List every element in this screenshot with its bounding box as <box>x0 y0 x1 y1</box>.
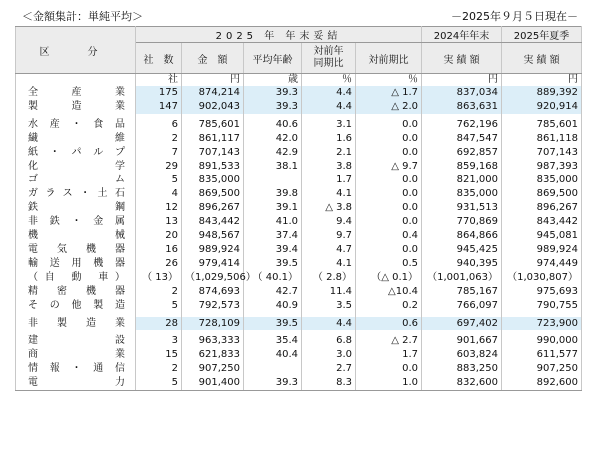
vs-prev-cell: 0.0 <box>356 118 422 132</box>
header-2024: 2024年年末 <box>422 27 502 43</box>
row-label: 商 業 <box>16 348 136 362</box>
summer-cell: 892,600 <box>502 376 582 390</box>
unit-cell: 円 <box>502 74 582 87</box>
table-row <box>16 257 582 271</box>
table-row <box>16 362 582 376</box>
summer-cell: 861,118 <box>502 132 582 146</box>
companies-cell: 16 <box>136 243 182 257</box>
header-summer-sub: 実 績 額 <box>502 43 582 74</box>
header-group-2025: 2025 年 年末妥結 <box>136 27 422 43</box>
row-label: 機 械 <box>16 229 136 243</box>
header-amount: 金 額 <box>182 43 244 74</box>
summer-cell: 990,000 <box>502 334 582 348</box>
avg-age-cell <box>244 362 302 376</box>
header-yoy: 対前年 同期比 <box>302 43 356 74</box>
yoy-cell: 1.6 <box>302 132 356 146</box>
avg-age-cell: 39.5 <box>244 257 302 271</box>
table-row <box>16 299 582 313</box>
2024-cell: 770,869 <box>422 215 502 229</box>
amount-cell: 989,924 <box>182 243 244 257</box>
unit-cell: 円 <box>422 74 502 87</box>
table-row <box>16 317 582 331</box>
yoy-cell: 8.3 <box>302 376 356 390</box>
2024-cell: 883,250 <box>422 362 502 376</box>
companies-cell: 20 <box>136 229 182 243</box>
companies-cell: 28 <box>136 317 182 331</box>
table-row <box>16 146 582 160</box>
2024-cell: 697,402 <box>422 317 502 331</box>
amount-cell: 861,117 <box>182 132 244 146</box>
companies-cell: 5 <box>136 173 182 187</box>
amount-cell: 874,214 <box>182 86 244 100</box>
avg-age-cell: 42.7 <box>244 285 302 299</box>
companies-cell: 5 <box>136 376 182 390</box>
yoy-cell: 3.0 <box>302 348 356 362</box>
companies-cell: 4 <box>136 187 182 201</box>
companies-cell: 12 <box>136 201 182 215</box>
companies-cell: 2 <box>136 362 182 376</box>
summer-cell: 989,924 <box>502 243 582 257</box>
yoy-cell: 2.7 <box>302 362 356 376</box>
avg-age-cell: 40.9 <box>244 299 302 313</box>
unit-row <box>16 74 582 87</box>
unit-cell: 歳 <box>244 74 302 87</box>
2024-cell: 832,600 <box>422 376 502 390</box>
report-header <box>0 0 600 26</box>
summer-cell: 987,393 <box>502 160 582 174</box>
avg-age-cell: （ 40.1） <box>244 271 302 285</box>
row-label: 水産・食品 <box>16 118 136 132</box>
vs-prev-cell: （△ 0.1） <box>356 271 422 285</box>
2024-cell: 835,000 <box>422 187 502 201</box>
summer-cell: 843,442 <box>502 215 582 229</box>
vs-prev-cell: 1.0 <box>356 376 422 390</box>
table-row <box>16 215 582 229</box>
yoy-cell: △ 3.8 <box>302 201 356 215</box>
companies-cell: 15 <box>136 348 182 362</box>
row-label: 非鉄・金属 <box>16 215 136 229</box>
2024-cell: 901,667 <box>422 334 502 348</box>
table-row <box>16 376 582 390</box>
2024-cell: 762,196 <box>422 118 502 132</box>
amount-cell: 979,414 <box>182 257 244 271</box>
amount-cell: 948,567 <box>182 229 244 243</box>
amount-cell: 835,000 <box>182 173 244 187</box>
summer-cell: 785,601 <box>502 118 582 132</box>
summer-cell: 707,143 <box>502 146 582 160</box>
yoy-cell: 3.5 <box>302 299 356 313</box>
summer-cell: 896,267 <box>502 201 582 215</box>
companies-cell: 7 <box>136 146 182 160</box>
vs-prev-cell: 0.0 <box>356 187 422 201</box>
table-row <box>16 160 582 174</box>
vs-prev-cell: △ 9.7 <box>356 160 422 174</box>
yoy-cell: 9.4 <box>302 215 356 229</box>
header-vs-prev: 対前期比 <box>356 43 422 74</box>
report-title: ＜金額集計：単純平均＞ <box>22 10 143 23</box>
amount-cell: 907,250 <box>182 362 244 376</box>
header-avg-age: 平均年齢 <box>244 43 302 74</box>
row-label: ガラス・土石 <box>16 187 136 201</box>
amount-cell: 707,143 <box>182 146 244 160</box>
table-row <box>16 201 582 215</box>
amount-cell: 728,109 <box>182 317 244 331</box>
avg-age-cell: 42.9 <box>244 146 302 160</box>
row-label: ゴ ム <box>16 173 136 187</box>
amount-cell: 901,400 <box>182 376 244 390</box>
table-row <box>16 173 582 187</box>
unit-cell: 円 <box>182 74 244 87</box>
2024-cell: 847,547 <box>422 132 502 146</box>
yoy-cell: 3.1 <box>302 118 356 132</box>
row-label: 全 産 業 <box>16 86 136 100</box>
amount-cell: 874,693 <box>182 285 244 299</box>
companies-cell: 2 <box>136 132 182 146</box>
table-row <box>16 243 582 257</box>
summer-cell: 889,392 <box>502 86 582 100</box>
yoy-cell: 3.8 <box>302 160 356 174</box>
summer-cell: 835,000 <box>502 173 582 187</box>
summer-cell: 945,081 <box>502 229 582 243</box>
avg-age-cell: 39.8 <box>244 187 302 201</box>
2024-cell: 940,395 <box>422 257 502 271</box>
companies-cell: 147 <box>136 100 182 114</box>
avg-age-cell: 35.4 <box>244 334 302 348</box>
table-row <box>16 271 582 285</box>
2024-cell: 864,866 <box>422 229 502 243</box>
row-label: 電 気 機 器 <box>16 243 136 257</box>
table-row <box>16 348 582 362</box>
2024-cell: 603,824 <box>422 348 502 362</box>
yoy-cell: 4.4 <box>302 100 356 114</box>
avg-age-cell: 38.1 <box>244 160 302 174</box>
header-kubun: 区 分 <box>16 27 136 74</box>
table-row <box>16 118 582 132</box>
amount-cell: 843,442 <box>182 215 244 229</box>
summer-cell: 907,250 <box>502 362 582 376</box>
amount-cell: （1,029,506） <box>182 271 244 285</box>
yoy-cell: （ 2.8） <box>302 271 356 285</box>
avg-age-cell: 41.0 <box>244 215 302 229</box>
yoy-cell: 1.7 <box>302 173 356 187</box>
vs-prev-cell: 0.0 <box>356 173 422 187</box>
unit-cell: 社 <box>136 74 182 87</box>
row-label: 精 密 機 器 <box>16 285 136 299</box>
vs-prev-cell: 0.4 <box>356 229 422 243</box>
yoy-cell: 2.1 <box>302 146 356 160</box>
row-label: 紙・パルプ <box>16 146 136 160</box>
avg-age-cell <box>244 173 302 187</box>
table-row <box>16 187 582 201</box>
vs-prev-cell: 0.5 <box>356 257 422 271</box>
amount-cell: 621,833 <box>182 348 244 362</box>
header-2024-sub: 実 績 額 <box>422 43 502 74</box>
yoy-cell: 4.1 <box>302 257 356 271</box>
2024-cell: （1,001,063） <box>422 271 502 285</box>
amount-cell: 785,601 <box>182 118 244 132</box>
vs-prev-cell: △ 1.7 <box>356 86 422 100</box>
table-row <box>16 285 582 299</box>
2024-cell: 785,167 <box>422 285 502 299</box>
amount-cell: 891,533 <box>182 160 244 174</box>
vs-prev-cell: △ 2.7 <box>356 334 422 348</box>
header-summer: 2025年夏季 <box>502 27 582 43</box>
summer-cell: 611,577 <box>502 348 582 362</box>
2024-cell: 692,857 <box>422 146 502 160</box>
bonus-summary-table <box>15 26 582 391</box>
summer-cell: 869,500 <box>502 187 582 201</box>
row-label: （自 動 車） <box>16 271 136 285</box>
companies-cell: 5 <box>136 299 182 313</box>
2024-cell: 821,000 <box>422 173 502 187</box>
table-row <box>16 100 582 114</box>
avg-age-cell: 39.3 <box>244 376 302 390</box>
yoy-cell: 11.4 <box>302 285 356 299</box>
avg-age-cell: 37.4 <box>244 229 302 243</box>
row-label: 輸 送 用 機 器 <box>16 257 136 271</box>
avg-age-cell: 39.5 <box>244 317 302 331</box>
2024-cell: 931,513 <box>422 201 502 215</box>
summer-cell: 920,914 <box>502 100 582 114</box>
amount-cell: 792,573 <box>182 299 244 313</box>
summer-cell: 974,449 <box>502 257 582 271</box>
avg-age-cell: 39.3 <box>244 100 302 114</box>
vs-prev-cell: 0.0 <box>356 132 422 146</box>
unit-cell: ％ <box>356 74 422 87</box>
avg-age-cell: 39.3 <box>244 86 302 100</box>
yoy-cell: 4.4 <box>302 317 356 331</box>
2024-cell: 945,425 <box>422 243 502 257</box>
row-label: 建 設 <box>16 334 136 348</box>
table-body <box>16 74 582 391</box>
vs-prev-cell: 0.0 <box>356 362 422 376</box>
amount-cell: 963,333 <box>182 334 244 348</box>
companies-cell: 26 <box>136 257 182 271</box>
row-label: 化 学 <box>16 160 136 174</box>
companies-cell: 3 <box>136 334 182 348</box>
table-row <box>16 229 582 243</box>
avg-age-cell: 39.4 <box>244 243 302 257</box>
table-row <box>16 132 582 146</box>
2024-cell: 837,034 <box>422 86 502 100</box>
summer-cell: 723,900 <box>502 317 582 331</box>
report-date: －2025年９月５日現在－ <box>451 10 578 23</box>
companies-cell: 175 <box>136 86 182 100</box>
yoy-cell: 4.4 <box>302 86 356 100</box>
amount-cell: 896,267 <box>182 201 244 215</box>
table-row <box>16 334 582 348</box>
header-companies: 社 数 <box>136 43 182 74</box>
table-row <box>16 86 582 100</box>
vs-prev-cell: 0.0 <box>356 146 422 160</box>
avg-age-cell: 40.4 <box>244 348 302 362</box>
vs-prev-cell: 1.7 <box>356 348 422 362</box>
yoy-cell: 9.7 <box>302 229 356 243</box>
companies-cell: （ 13） <box>136 271 182 285</box>
companies-cell: 13 <box>136 215 182 229</box>
vs-prev-cell: 0.0 <box>356 201 422 215</box>
yoy-cell: 4.1 <box>302 187 356 201</box>
vs-prev-cell: 0.0 <box>356 215 422 229</box>
row-label: その他製造 <box>16 299 136 313</box>
unit-cell: ％ <box>302 74 356 87</box>
amount-cell: 902,043 <box>182 100 244 114</box>
avg-age-cell: 40.6 <box>244 118 302 132</box>
yoy-cell: 4.7 <box>302 243 356 257</box>
yoy-cell: 6.8 <box>302 334 356 348</box>
companies-cell: 6 <box>136 118 182 132</box>
companies-cell: 2 <box>136 285 182 299</box>
row-label: 電 力 <box>16 376 136 390</box>
vs-prev-cell: 0.0 <box>356 243 422 257</box>
vs-prev-cell: △ 2.0 <box>356 100 422 114</box>
vs-prev-cell: 0.2 <box>356 299 422 313</box>
vs-prev-cell: 0.6 <box>356 317 422 331</box>
companies-cell: 29 <box>136 160 182 174</box>
summer-cell: （1,030,807） <box>502 271 582 285</box>
2024-cell: 863,631 <box>422 100 502 114</box>
avg-age-cell: 42.0 <box>244 132 302 146</box>
2024-cell: 766,097 <box>422 299 502 313</box>
row-label: 情報・通信 <box>16 362 136 376</box>
row-label: 鉄 鋼 <box>16 201 136 215</box>
vs-prev-cell: △10.4 <box>356 285 422 299</box>
row-label: 製 造 業 <box>16 100 136 114</box>
amount-cell: 869,500 <box>182 187 244 201</box>
summer-cell: 975,693 <box>502 285 582 299</box>
row-label: 非 製 造 業 <box>16 317 136 331</box>
avg-age-cell: 39.1 <box>244 201 302 215</box>
2024-cell: 859,168 <box>422 160 502 174</box>
row-label: 繊 維 <box>16 132 136 146</box>
summer-cell: 790,755 <box>502 299 582 313</box>
